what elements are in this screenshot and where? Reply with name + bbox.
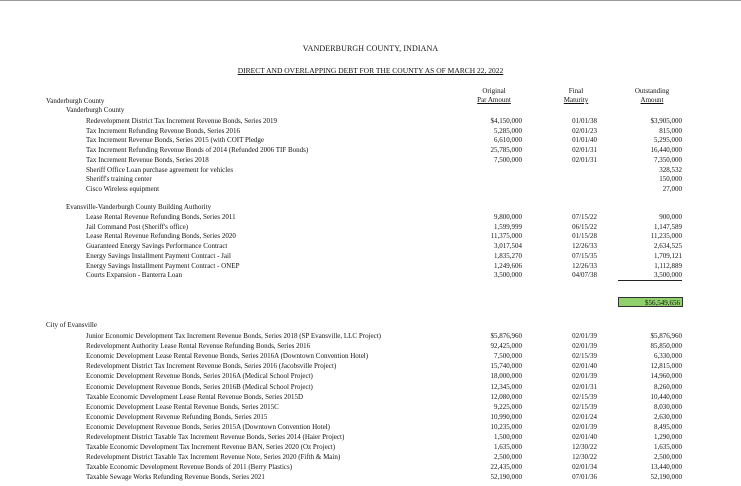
row-description: City of Evansville xyxy=(46,321,97,329)
table-row xyxy=(0,372,741,381)
row-description: Redevelopment Authority Lease Rental Revenue Refunding Bonds, Series 2016 xyxy=(86,342,311,351)
table-row xyxy=(0,393,741,402)
row-outstanding: 52,190,000 xyxy=(650,473,682,482)
row-par: $4,150,000 xyxy=(490,117,522,125)
row-outstanding: 13,440,000 xyxy=(650,463,682,472)
row-outstanding: 150,000 xyxy=(659,175,682,184)
row-maturity: 02/01/34 xyxy=(572,463,597,472)
row-outstanding: $3,905,000 xyxy=(650,117,682,125)
row-outstanding: 1,635,000 xyxy=(654,443,682,452)
row-par: 3,500,000 xyxy=(494,271,522,280)
table-row xyxy=(0,463,741,472)
row-description: Tax Increment Revenue Bonds, Series 2018 xyxy=(86,155,209,164)
row-description: Evansville-Vanderburgh County Building Authority xyxy=(66,203,212,211)
county-total-box: $56,549,656 xyxy=(618,297,683,307)
table-row xyxy=(0,403,741,412)
row-par: 15,740,000 xyxy=(490,362,522,371)
table-row xyxy=(0,473,741,482)
subsection-heading-county xyxy=(0,106,741,115)
row-par: 1,835,270 xyxy=(494,251,522,260)
table-row xyxy=(0,146,741,155)
row-maturity: 12/26/33 xyxy=(572,261,597,270)
row-outstanding: 8,260,000 xyxy=(654,382,682,391)
row-maturity: 02/01/40 xyxy=(572,433,597,441)
row-description: Energy Savings Installment Payment Contract - Jail xyxy=(86,251,231,260)
row-maturity: 02/01/39 xyxy=(572,342,597,351)
row-maturity: 02/15/39 xyxy=(572,402,597,411)
row-description: Lease Rental Revenue Refunding Bonds, Series 2011 xyxy=(86,213,236,221)
row-outstanding: 8,495,000 xyxy=(654,422,682,431)
row-maturity: 06/15/22 xyxy=(572,222,597,231)
row-maturity: 12/26/33 xyxy=(572,242,597,251)
row-description: Courts Expansion - Banterra Loan xyxy=(86,271,183,280)
row-outstanding: 815,000 xyxy=(659,126,682,135)
row-par: 1,500,000 xyxy=(494,433,522,441)
page-subtitle-text: DIRECT AND OVERLAPPING DEBT FOR THE COUNTY AS OF MARCH 22, 2022 xyxy=(237,66,504,75)
row-outstanding: 27,000 xyxy=(662,184,682,193)
table-row xyxy=(0,175,741,184)
row-par: 1,249,606 xyxy=(494,261,522,270)
row-par: 9,225,000 xyxy=(494,402,522,411)
row-par: 10,990,000 xyxy=(490,412,522,421)
row-maturity: 02/01/40 xyxy=(572,362,597,371)
row-par: 6,610,000 xyxy=(494,136,522,145)
row-outstanding: 2,500,000 xyxy=(654,453,682,462)
row-description: Redevelopment District Taxable Tax Increment Revenue Note, Series 2020 (Fifth & Main) xyxy=(86,453,341,462)
row-maturity: 02/01/31 xyxy=(572,382,597,391)
table-row xyxy=(0,232,741,241)
row-outstanding: 6,330,000 xyxy=(654,352,682,361)
table-row xyxy=(0,271,741,280)
table-row xyxy=(0,433,741,442)
row-maturity: 02/15/39 xyxy=(572,352,597,361)
row-description: Economic Development Lease Rental Revenue Bonds, Series 2015C xyxy=(86,402,279,411)
table-row xyxy=(0,117,741,126)
row-par: 5,285,000 xyxy=(494,126,522,135)
row-outstanding: 3,500,000 xyxy=(618,271,682,281)
row-maturity: 12/30/22 xyxy=(572,443,597,452)
row-outstanding: 1,290,000 xyxy=(654,433,682,441)
row-description: Vanderburgh County xyxy=(66,106,125,114)
row-description: Economic Development Revenue Bonds, Series 2015A (Downtown Convention Hotel) xyxy=(86,422,330,431)
row-description: Jail Command Post (Sheriff's office) xyxy=(86,222,189,231)
table-row xyxy=(0,252,741,261)
row-description: Economic Development Revenue Bonds, Series 2016A (Medical School Project) xyxy=(86,372,313,381)
row-outstanding: 12,815,000 xyxy=(650,362,682,371)
row-par: 7,500,000 xyxy=(494,155,522,164)
row-description: Taxable Economic Development Revenue Bonds of 2011 (Berry Plastics) xyxy=(86,463,293,472)
row-maturity: 02/01/39 xyxy=(572,332,597,340)
table-row xyxy=(0,362,741,371)
column-header-maturity-line1: Final xyxy=(568,87,584,95)
row-outstanding: 10,440,000 xyxy=(650,392,682,401)
table-row xyxy=(0,423,741,432)
row-par: 12,080,000 xyxy=(490,392,522,401)
row-par: 1,599,999 xyxy=(494,222,522,231)
row-description: Energy Savings Installment Payment Contract - ONEP xyxy=(86,261,240,270)
column-header-outstanding-line2: Amount xyxy=(640,96,664,104)
row-description: Redevelopment District Taxable Tax Increment Revenue Bonds, Series 2014 (Haier Project) xyxy=(86,433,345,441)
row-outstanding: 14,960,000 xyxy=(650,372,682,381)
row-outstanding: 5,295,000 xyxy=(654,136,682,145)
row-description: Redevelopment District Tax Increment Revenue Bonds, Series 2016 (Jacobsville Project) xyxy=(86,362,337,371)
row-maturity: 02/01/24 xyxy=(572,412,597,421)
row-description: Tax Increment Refunding Revenue Bonds, Series 2016 xyxy=(86,126,241,135)
row-par: 11,375,000 xyxy=(490,232,522,241)
row-par: 2,500,000 xyxy=(494,453,522,462)
row-description: Tax Increment Refunding Revenue Bonds of 2014 (Refunded 2006 TIF Bonds) xyxy=(86,146,309,155)
row-outstanding: $5,876,960 xyxy=(650,332,682,340)
table-row xyxy=(0,413,741,422)
row-maturity: 01/01/38 xyxy=(572,117,597,125)
table-row xyxy=(0,223,741,232)
row-description: Junior Economic Development Tax Increment Revenue Bonds, Series 2018 (SP Evansville, LLC Project) xyxy=(86,332,382,340)
row-par: 7,500,000 xyxy=(494,352,522,361)
row-maturity: 02/01/39 xyxy=(572,372,597,381)
table-row xyxy=(0,242,741,251)
row-description: Taxable Economic Development Tax Increment Revenue BAN, Series 2020 (Oz Project) xyxy=(86,443,336,452)
row-par: 1,635,000 xyxy=(494,443,522,452)
table-row xyxy=(0,453,741,462)
section-heading-county xyxy=(0,97,741,106)
row-description: Vanderburgh County xyxy=(46,97,105,105)
row-maturity: 07/15/35 xyxy=(572,251,597,260)
row-outstanding: 85,850,000 xyxy=(650,342,682,351)
row-outstanding: 1,709,121 xyxy=(654,251,682,260)
column-header-outstanding-line1: Outstanding xyxy=(634,87,670,95)
row-description: Economic Development Revenue Refunding Bonds, Series 2015 xyxy=(86,412,268,421)
row-description: Sheriff's training center xyxy=(86,175,152,184)
row-description: Taxable Sewage Works Refunding Revenue Bonds, Series 2021 xyxy=(86,473,265,482)
row-maturity: 12/30/22 xyxy=(572,453,597,462)
page-subtitle xyxy=(0,66,741,75)
row-outstanding: 7,350,000 xyxy=(654,155,682,164)
table-row xyxy=(0,443,741,452)
row-par: 18,000,000 xyxy=(490,372,522,381)
row-maturity: 02/15/39 xyxy=(572,392,597,401)
page-title: VANDERBURGH COUNTY, INDIANA xyxy=(302,44,439,53)
row-outstanding: 900,000 xyxy=(659,213,682,221)
row-maturity: 02/01/23 xyxy=(572,126,597,135)
row-outstanding: 11,235,000 xyxy=(650,232,682,241)
row-maturity: 07/15/22 xyxy=(572,213,597,221)
column-header-par-line1: Original xyxy=(482,87,506,95)
row-maturity: 07/01/36 xyxy=(572,473,597,482)
row-par: 3,017,504 xyxy=(494,242,522,251)
table-row xyxy=(0,213,741,222)
row-outstanding: 16,440,000 xyxy=(650,146,682,155)
row-description: Redevelopment District Tax Increment Revenue Bonds, Series 2019 xyxy=(86,117,278,125)
row-par: 12,345,000 xyxy=(490,382,522,391)
row-description: Sheriff Office Loan purchase agreement for vehicles xyxy=(86,165,234,174)
row-par: 92,425,000 xyxy=(490,342,522,351)
table-row xyxy=(0,262,741,271)
row-description: Guaranteed Energy Savings Performance Contract xyxy=(86,242,228,251)
row-par: 10,235,000 xyxy=(490,422,522,431)
table-row xyxy=(0,156,741,165)
row-maturity: 01/01/40 xyxy=(572,136,597,145)
row-description: Lease Rental Revenue Refunding Bonds, Series 2020 xyxy=(86,232,236,241)
row-outstanding: 1,112,889 xyxy=(654,261,682,270)
row-outstanding: 2,634,525 xyxy=(654,242,682,251)
row-outstanding: 328,532 xyxy=(659,165,682,174)
subsection-heading-authority xyxy=(0,203,741,212)
row-outstanding: 1,147,589 xyxy=(654,222,682,231)
row-maturity: 02/01/31 xyxy=(572,146,597,155)
section-heading-city xyxy=(0,321,741,330)
row-description: Taxable Economic Development Lease Rental Revenue Bonds, Series 2015D xyxy=(86,392,304,401)
table-row xyxy=(0,136,741,145)
table-row xyxy=(0,383,741,392)
table-row xyxy=(0,342,741,351)
row-outstanding: 2,630,000 xyxy=(654,412,682,421)
table-row xyxy=(0,185,741,194)
table-row xyxy=(0,332,741,341)
row-maturity: 02/01/39 xyxy=(572,422,597,431)
row-par: 22,435,000 xyxy=(490,463,522,472)
row-par: 25,785,000 xyxy=(490,146,522,155)
column-header-maturity-line2: Maturity xyxy=(563,96,589,104)
table-row xyxy=(0,127,741,136)
table-row xyxy=(0,352,741,361)
row-description: Economic Development Lease Rental Revenue Bonds, Series 2016A (Downtown Convention Hotel) xyxy=(86,352,369,361)
row-description: Tax Increment Revenue Bonds, Series 2015 (with COIT Pledge xyxy=(86,136,265,145)
row-description: Economic Development Revenue Bonds, Series 2016B (Medical School Project) xyxy=(86,382,313,391)
column-header-par-line2: Par Amount xyxy=(477,96,511,104)
row-description: Cisco Wireless equipment xyxy=(86,184,160,193)
row-par: 9,800,000 xyxy=(494,213,522,221)
row-par: 52,190,000 xyxy=(490,473,522,482)
table-row xyxy=(0,166,741,175)
row-par: $5,876,960 xyxy=(490,332,522,340)
row-outstanding: 8,030,000 xyxy=(654,402,682,411)
row-maturity: 04/07/38 xyxy=(572,271,597,280)
top-border xyxy=(0,0,741,1)
row-maturity: 01/15/28 xyxy=(572,232,597,241)
row-maturity: 02/01/31 xyxy=(572,155,597,164)
